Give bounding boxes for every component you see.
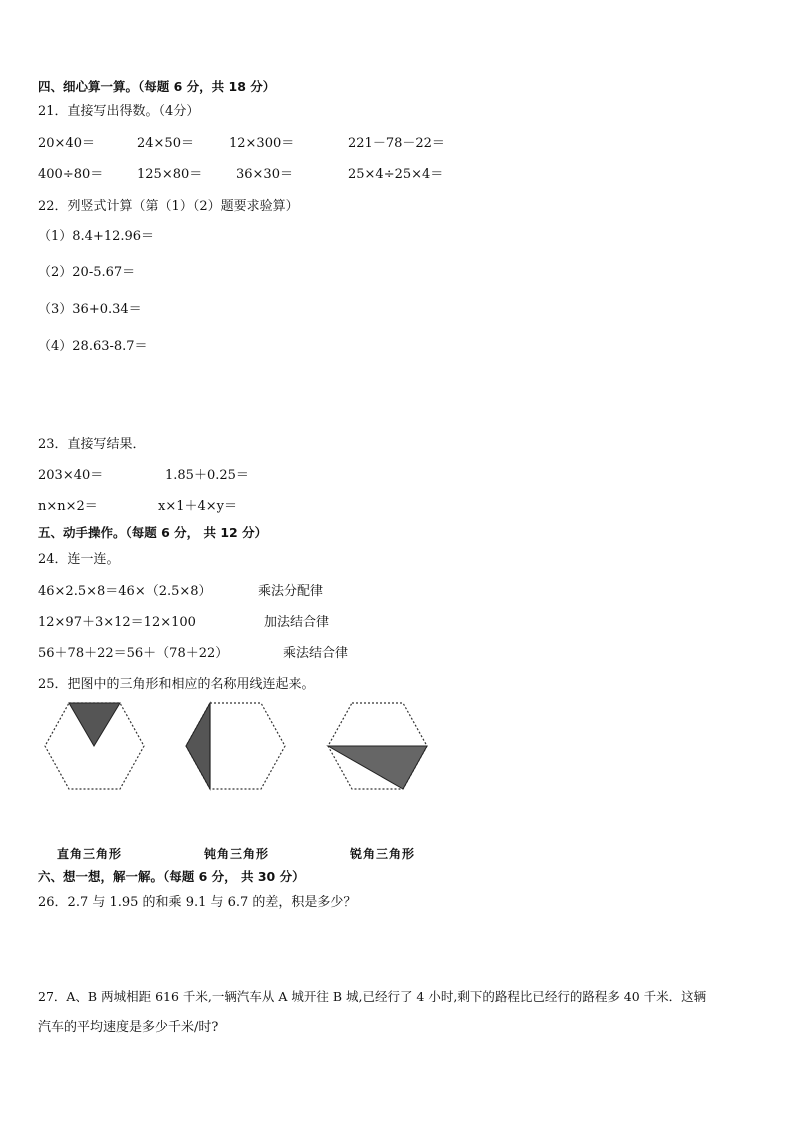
q21-item: 24×50＝: [137, 136, 194, 151]
q24-expression: 56＋78＋22＝56＋（78＋22）: [38, 646, 229, 661]
q21-item: 125×80＝: [137, 167, 203, 182]
q21-item: 400÷80＝: [38, 167, 104, 182]
q23-item: 203×40＝: [38, 468, 104, 483]
q23-item: x×1＋4×y＝: [158, 499, 238, 514]
section-6-title: 六、想一想，解一解。（每题 6 分， 共 30 分）: [38, 869, 305, 884]
q21-item: 221－78－22＝: [348, 136, 445, 151]
q24-law: 乘法结合律: [283, 646, 349, 661]
shaded-triangle: [328, 746, 427, 789]
shaded-triangle: [186, 703, 210, 789]
question-21-title: 21．直接写出得数。（4分）: [38, 104, 200, 119]
section-4-title: 四、细心算一算。（每题 6 分，共 18 分）: [38, 79, 276, 94]
question-23-title: 23．直接写结果．: [38, 437, 146, 452]
q24-law: 加法结合律: [264, 615, 330, 630]
question-26: 26．2.7 与 1.95 的和乘 9.1 与 6.7 的差，积是多少？: [38, 895, 357, 910]
q24-expression: 12×97＋3×12＝12×100: [38, 615, 196, 630]
question-27-line-2: 汽车的平均速度是多少千米/时?: [38, 1020, 219, 1035]
q21-item: 20×40＝: [38, 136, 95, 151]
hexagon-figure-2: [184, 701, 287, 791]
q22-item: （3）36+0.34＝: [38, 302, 142, 317]
question-22-title: 22．列竖式计算（第（1）（2）题要求验算）: [38, 199, 299, 214]
triangle-label: 直角三角形: [57, 847, 123, 861]
q24-expression: 46×2.5×8＝46×（2.5×8）: [38, 584, 212, 599]
q21-item: 25×4÷25×4＝: [348, 167, 444, 182]
q22-item: （1）8.4+12.96＝: [38, 229, 155, 244]
shaded-triangle: [69, 703, 120, 746]
triangle-label: 钝角三角形: [204, 847, 270, 861]
question-25-title: 25．把图中的三角形和相应的名称用线连起来。: [38, 677, 315, 692]
hexagon-figure-3: [326, 701, 429, 791]
triangle-label: 锐角三角形: [350, 847, 416, 861]
q21-item: 36×30＝: [236, 167, 293, 182]
q23-item: 1.85＋0.25＝: [165, 468, 249, 483]
section-5-title: 五、动手操作。（每题 6 分， 共 12 分）: [38, 525, 268, 540]
question-27-line-1: 27．A、B 两城相距 616 千米,一辆汽车从 A 城开往 B 城,已经行了 4 小时,剩下的路程比已经行的路程多 40 千米．这辆: [38, 989, 707, 1004]
q23-item: n×n×2＝: [38, 499, 98, 514]
q24-law: 乘法分配律: [258, 584, 324, 599]
q22-item: （2）20-5.67＝: [38, 265, 136, 280]
q22-item: （4）28.63-8.7＝: [38, 339, 148, 354]
hexagon-figure-1: [43, 701, 146, 791]
q21-item: 12×300＝: [229, 136, 295, 151]
question-24-title: 24．连一连。: [38, 552, 120, 567]
